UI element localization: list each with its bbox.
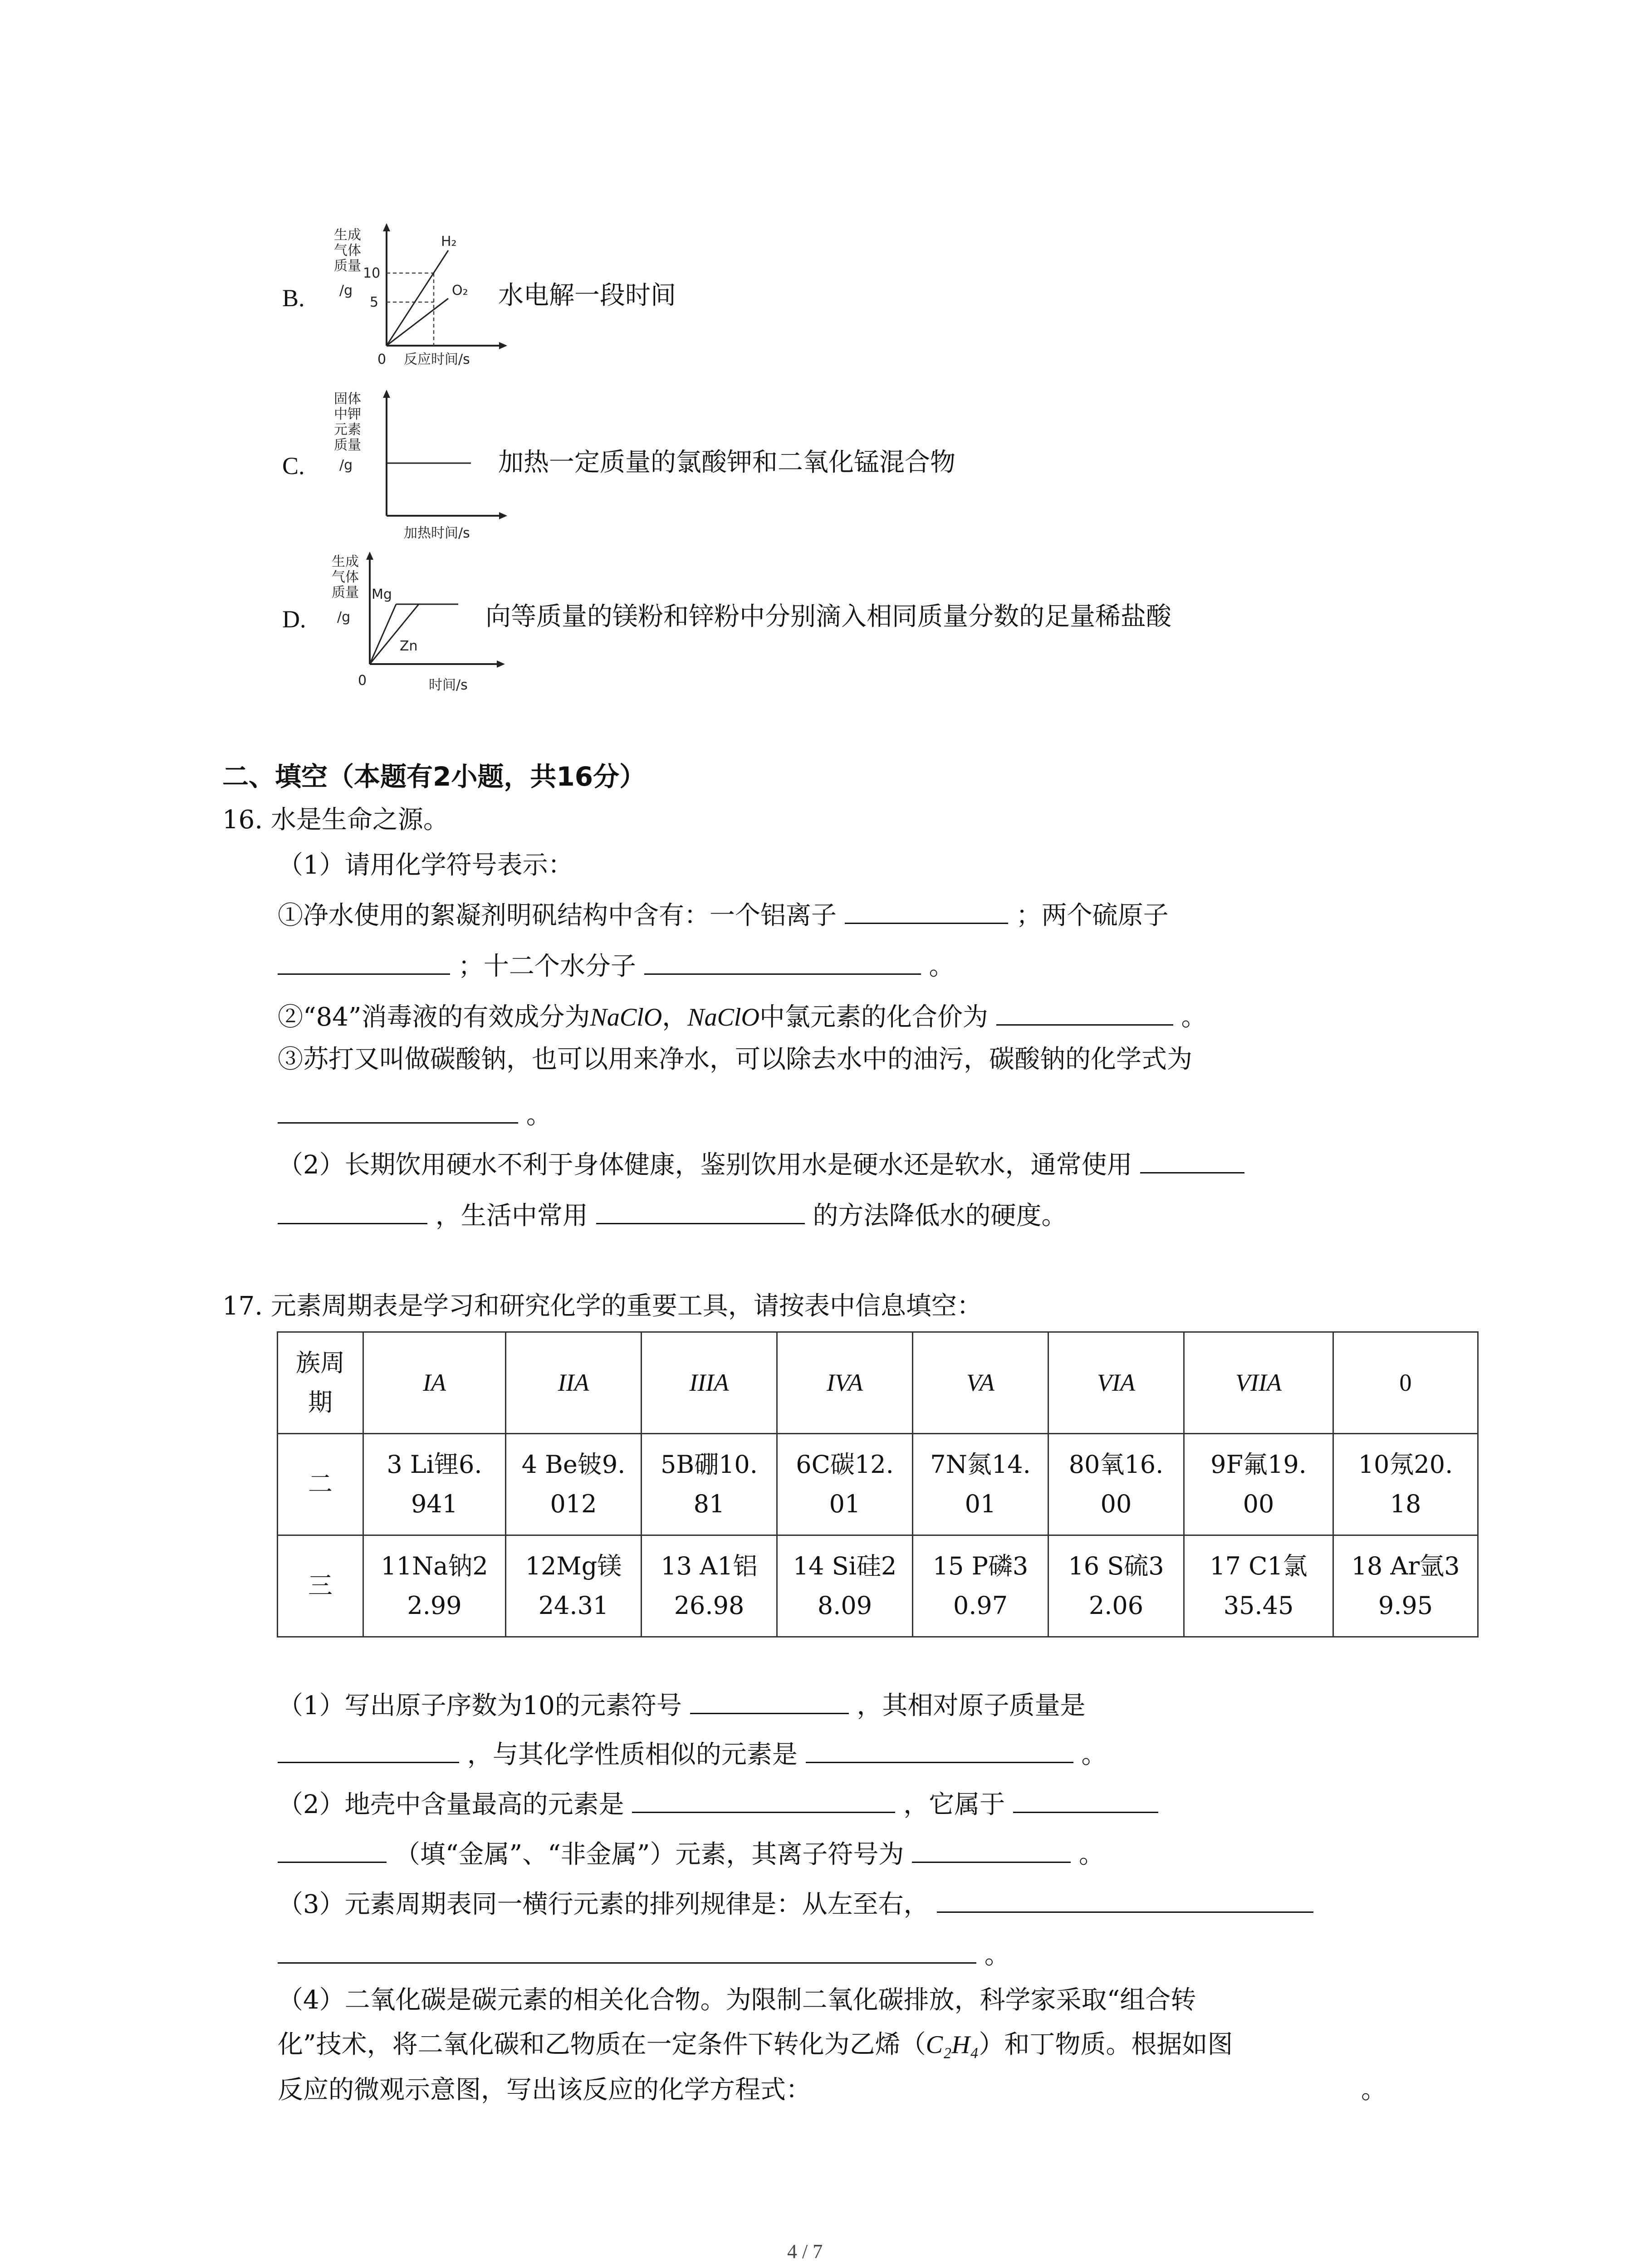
blank-most-abundant-element[interactable] — [632, 1791, 895, 1813]
q16-line3 — [278, 1003, 1207, 1030]
cell-al: 13 A1铝 26.98 — [642, 1535, 777, 1637]
option-d-text: 向等质量的镁粉和锌粉中分别滴入相同质量分数的足量稀盐酸 — [485, 602, 1171, 631]
cell-o: 80氧16. 00 — [1048, 1434, 1184, 1535]
q17-a3-line2 — [278, 1941, 1010, 1968]
d-xlabel: 时间/s — [429, 677, 468, 693]
option-c-letter: C. — [282, 452, 305, 479]
cell-na: 11Na钠2 2.99 — [363, 1535, 506, 1637]
b-ylabel-0: 生成 — [334, 227, 361, 243]
d-series-zn: Zn — [400, 638, 418, 654]
blank-period-rule-1[interactable] — [937, 1891, 1313, 1913]
q16-line5 — [278, 1101, 552, 1128]
blank-hard-water-test-2[interactable] — [278, 1202, 427, 1224]
q16-line2 — [278, 953, 954, 979]
section-heading: 二、填空（本题有2小题，共16分） — [222, 761, 646, 792]
q16-line1-a: ①净水使用的絮凝剂明矾结构中含有：一个铝离子 — [278, 901, 837, 930]
page-number: 4 / 7 — [787, 2240, 823, 2263]
naclo-formula-2: NaClO — [687, 1003, 759, 1031]
naclo-formula-1: NaClO — [590, 1003, 662, 1031]
q17-stem: 17. 元素周期表是学习和研究化学的重要工具，请按表中信息填空： — [222, 1291, 982, 1321]
cell-ne: 10氖20. 18 — [1333, 1434, 1478, 1535]
blank-ion-symbol[interactable] — [912, 1841, 1071, 1863]
option-b-letter: B. — [282, 284, 305, 312]
q17-a2-line1 — [278, 1791, 1158, 1818]
c-ylabel-0: 固体 — [334, 391, 361, 407]
blank-two-sulfur-atoms[interactable] — [278, 953, 450, 975]
q17-a2-line2 — [278, 1841, 1104, 1867]
q16-line3-c: 中氯元素的化合价为 — [759, 1002, 988, 1032]
option-b-text: 水电解一段时间 — [498, 281, 676, 310]
cell-si: 14 Si硅2 8.09 — [777, 1535, 913, 1637]
d-zn-rise — [370, 604, 419, 664]
d-origin: 0 — [358, 673, 367, 689]
q17-a4-end: 。 — [1361, 2075, 1386, 2105]
blank-sodium-carbonate-formula[interactable] — [278, 1101, 518, 1124]
q16-line3-d: 。 — [1181, 1002, 1207, 1032]
d-ylabel-1: 气体 — [332, 569, 359, 585]
header-corner-line2: 期 — [308, 1388, 333, 1417]
q17-a4-line3: 反应的微观示意图，写出该反应的化学方程式： — [278, 2075, 811, 2105]
q17-a4-c: ）和丁物质。根据如图 — [979, 2030, 1233, 2059]
b-h2-line — [387, 250, 448, 346]
b-series-h2: H₂ — [441, 234, 457, 249]
q17-a1-line1 — [278, 1692, 1086, 1719]
b-origin: 0 — [377, 352, 387, 367]
q17-a2-c: （填“金属”、“非金属”）元素，其离子符号为 — [394, 1840, 904, 1869]
q16-part2-b: ，生活中常用 — [435, 1201, 588, 1231]
blank-similar-element[interactable] — [806, 1741, 1073, 1763]
blank-hard-water-test-1[interactable] — [1140, 1151, 1244, 1173]
q16-line3-a: ②“84”消毒液的有效成分为 — [278, 1002, 590, 1032]
c2h4-formula: C₂H₄ — [926, 2031, 979, 2059]
blank-period-rule-2[interactable] — [278, 1941, 976, 1964]
q17-a2-a: （2）地壳中含量最高的元素是 — [278, 1790, 624, 1819]
q16-part2-c: 的方法降低水的硬度。 — [813, 1201, 1067, 1231]
q16-part2-a: （2）长期饮用硬水不利于身体健康，鉴别饮用水是硬水还是软水，通常使用 — [278, 1150, 1132, 1180]
q16-line2-a: ；十二个水分子 — [458, 952, 636, 981]
q17-a1-d: 。 — [1081, 1740, 1107, 1769]
q16-line2-b: 。 — [929, 952, 955, 981]
blank-aluminum-ion[interactable] — [845, 902, 1008, 924]
blank-chlorine-valence[interactable] — [996, 1003, 1173, 1026]
b-ylabel-2: 质量 — [334, 258, 361, 274]
q17-a1-line2 — [278, 1741, 1107, 1768]
d-ylabel-0: 生成 — [332, 554, 359, 570]
option-b-graph — [327, 222, 508, 376]
q16-part1: （1）请用化学符号表示： — [278, 850, 573, 880]
blank-metal-nonmetal-2[interactable] — [278, 1841, 387, 1863]
cell-li: 3 Li锂6. 941 — [363, 1434, 506, 1535]
blank-relative-atomic-mass[interactable] — [278, 1741, 459, 1763]
cell-c: 6C碳12. 01 — [777, 1434, 913, 1535]
cell-s: 16 S硫3 2.06 — [1048, 1535, 1184, 1637]
c-ylabel-1: 中钾 — [334, 406, 361, 422]
group-iiia: IIIA — [642, 1332, 777, 1434]
group-viia: VIIA — [1184, 1332, 1333, 1434]
q17-a4-line2 — [278, 2032, 1233, 2058]
cell-b: 5B硼10. 81 — [642, 1434, 777, 1535]
group-via: VIA — [1048, 1332, 1184, 1434]
d-ylabel-2: 质量 — [332, 585, 359, 601]
blank-softening-method[interactable] — [596, 1202, 805, 1224]
q16-part2-line1 — [278, 1151, 1244, 1178]
option-c-graph — [327, 388, 508, 551]
b-xlabel: 反应时间/s — [404, 352, 470, 367]
q16-line5-end: 。 — [526, 1100, 552, 1130]
d-series-mg: Mg — [372, 587, 392, 602]
c-ylabel-4: /g — [339, 457, 353, 473]
b-ylabel-1: 气体 — [334, 243, 361, 259]
q16-line1 — [278, 902, 1169, 929]
q17-a3-line1 — [278, 1891, 1313, 1917]
cell-ar: 18 Ar氩3 9.95 — [1333, 1535, 1478, 1637]
c-xlabel: 加热时间/s — [404, 525, 470, 541]
cell-f: 9F氟19. 00 — [1184, 1434, 1333, 1535]
periodic-table — [277, 1331, 1479, 1637]
option-c-text: 加热一定质量的氯酸钾和二氧化锰混合物 — [498, 448, 955, 477]
blank-element-10-symbol[interactable] — [690, 1692, 849, 1714]
cell-p: 15 P磷3 0.97 — [913, 1535, 1048, 1637]
c-ylabel-2: 元素 — [334, 422, 361, 438]
q17-a4-line1: （4）二氧化碳是碳元素的相关化合物。为限制二氧化碳排放，科学家采取“组合转 — [278, 1985, 1196, 2015]
group-iva: IVA — [777, 1332, 913, 1434]
group-va: VA — [913, 1332, 1048, 1434]
period-3: 三 — [278, 1535, 363, 1637]
q17-a1-c: ，与其化学性质相似的元素是 — [467, 1740, 798, 1769]
blank-twelve-water-molecules[interactable] — [644, 953, 921, 975]
q16-line4: ③苏打又叫做碳酸钠，也可以用来净水，可以除去水中的油污，碳酸钠的化学式为 — [278, 1045, 1192, 1074]
q17-a1-a: （1）写出原子序数为10的元素符号 — [278, 1691, 682, 1721]
option-d-graph — [324, 549, 506, 699]
d-mg-rise — [370, 604, 396, 664]
q16-line1-b: ；两个硫原子 — [1016, 901, 1169, 930]
d-ylabel-3: /g — [337, 609, 351, 625]
q16-stem: 16. 水是生命之源。 — [222, 805, 449, 835]
cell-cl: 17 C1氯 35.45 — [1184, 1535, 1333, 1637]
period-2: 二 — [278, 1434, 363, 1535]
c-ylabel-3: 质量 — [334, 437, 361, 453]
group-0: 0 — [1333, 1332, 1478, 1434]
cell-n: 7N氮14. 01 — [913, 1434, 1048, 1535]
b-o2-line — [387, 298, 448, 346]
b-series-o2: O₂ — [452, 283, 468, 298]
group-iia: IIA — [506, 1332, 642, 1434]
b-ylabel-3: /g — [339, 283, 353, 298]
q17-a2-b: ，它属于 — [903, 1790, 1005, 1819]
header-corner-line1: 族周 — [296, 1349, 345, 1378]
header-corner — [278, 1332, 363, 1434]
q16-part2-line2 — [278, 1202, 1067, 1229]
cell-mg: 12Mg镁 24.31 — [506, 1535, 642, 1637]
cell-be: 4 Be铍9. 012 — [506, 1434, 642, 1535]
q16-line3-b: ， — [662, 1002, 688, 1032]
group-ia: IA — [363, 1332, 506, 1434]
b-ytick-5: 5 — [370, 294, 379, 310]
q17-a4-b: 化”技术，将二氧化碳和乙物质在一定条件下转化为乙烯（ — [278, 2030, 926, 2059]
b-ytick-10: 10 — [363, 265, 381, 281]
q17-a2-d: 。 — [1078, 1840, 1104, 1869]
q17-a3-a: （3）元素周期表同一横行元素的排列规律是：从左至右， — [278, 1890, 929, 1919]
q17-a3-b: 。 — [984, 1941, 1010, 1970]
q17-a1-b: ，其相对原子质量是 — [857, 1691, 1086, 1721]
blank-metal-nonmetal-1[interactable] — [1013, 1791, 1158, 1813]
option-d-letter: D. — [282, 606, 306, 633]
